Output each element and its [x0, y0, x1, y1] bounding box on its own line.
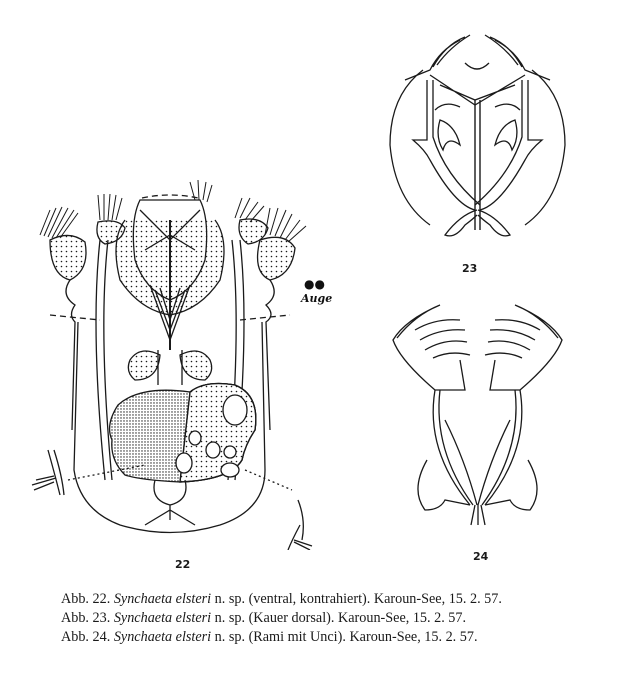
eye-icon: ●●: [304, 277, 325, 291]
caption-prefix: Abb. 22.: [61, 591, 111, 607]
caption-text: n. sp. (Kauer dorsal). Karoun-See, 15. 2. 57.: [214, 610, 467, 626]
caption-prefix: Abb. 24.: [61, 629, 111, 645]
caption-text: n. sp. (Rami mit Unci). Karoun-See, 15. 2. 57.: [214, 629, 478, 645]
left-antenna: [48, 450, 64, 495]
figure-24-drawing: [385, 300, 570, 530]
figure-22-drawing: [30, 180, 333, 550]
caption-text: n. sp. (ventral, kontrahiert). Karoun-See, 15. 2. 57.: [214, 591, 502, 607]
figure-23-drawing: [385, 25, 570, 240]
figure-23-number: 23: [462, 262, 478, 275]
rotifer-body-illustration: [30, 180, 333, 550]
mastax-jaw-illustration: [385, 25, 570, 240]
figure-captions: [61, 590, 601, 647]
eye-label: Auge: [301, 292, 333, 305]
figure-24-number: 24: [473, 550, 489, 563]
caption-species: Synchaeta elsteri: [113, 591, 212, 607]
figure-22-number: 22: [175, 558, 191, 571]
caption-abb-24: [61, 628, 601, 647]
caption-species: Synchaeta elsteri: [113, 629, 212, 645]
caption-prefix: Abb. 23.: [61, 610, 111, 626]
caption-abb-23: [61, 609, 601, 628]
rami-unci-illustration: [385, 300, 570, 530]
caption-abb-22: [61, 590, 601, 609]
caption-species: Synchaeta elsteri: [113, 610, 212, 626]
